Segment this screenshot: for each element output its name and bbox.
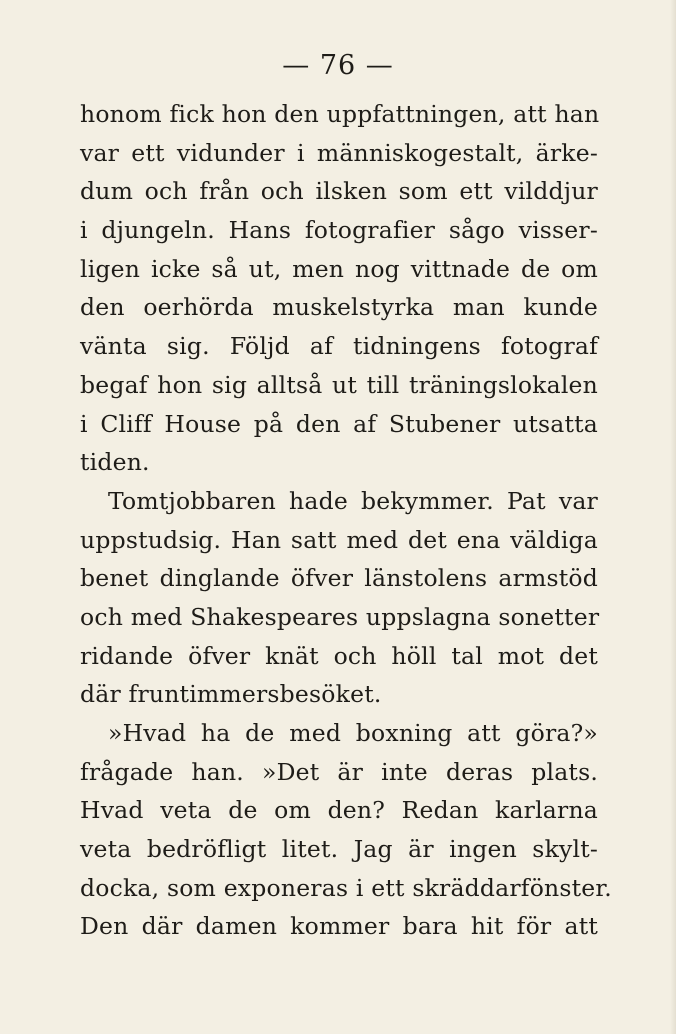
page-edge-shadow [670,0,676,1034]
text-line: var ett vidunder i människogestalt, ärke- [80,138,598,167]
text-line: Hvad veta de om den? Redan karlarna [80,796,598,825]
text-line: ridande öfver knät och höll tal mot det [80,641,598,670]
text-line: frågade han. »Det är inte deras plats. [80,757,598,786]
text-line: i Cliff House på den af Stubener utsatta [80,409,598,438]
text-line: ligen icke så ut, men nog vittnade de om [80,254,598,283]
text-line: uppstudsig. Han satt med det ena väldiga [80,525,598,554]
text-line: dum och från och ilsken som ett vilddjur [80,177,598,206]
text-line: tiden. [80,448,150,477]
text-line: honom fick hon den uppfattningen, att han [80,100,600,128]
text-line: och med Shakespeares uppslagna sonetter [80,602,600,631]
text-line: begaf hon sig alltså ut till träningslokalen [80,370,598,399]
text-line: vänta sig. Följd af tidningens fotograf [80,332,598,361]
page-number: — 76 — [282,50,394,81]
text-line: benet dinglande öfver länstolens armstöd [80,564,598,593]
text-line: docka, som exponeras i ett skräddarfönster. [80,873,612,902]
text-line: Tomtjobbaren hade bekymmer. Pat var [108,486,598,515]
text-line: där fruntimmersbesöket. [80,680,382,709]
body-text [80,95,612,946]
text-line: »Hvad ha de med boxning att göra?» [108,719,598,747]
text-line: Den där damen kommer bara hit för att [80,912,598,941]
text-line: i djungeln. Hans fotografier sågo visser- [80,216,598,245]
text-line: veta bedröfligt litet. Jag är ingen skylt- [80,835,598,864]
text-line: den oerhörda muskelstyrka man kunde [80,293,598,322]
